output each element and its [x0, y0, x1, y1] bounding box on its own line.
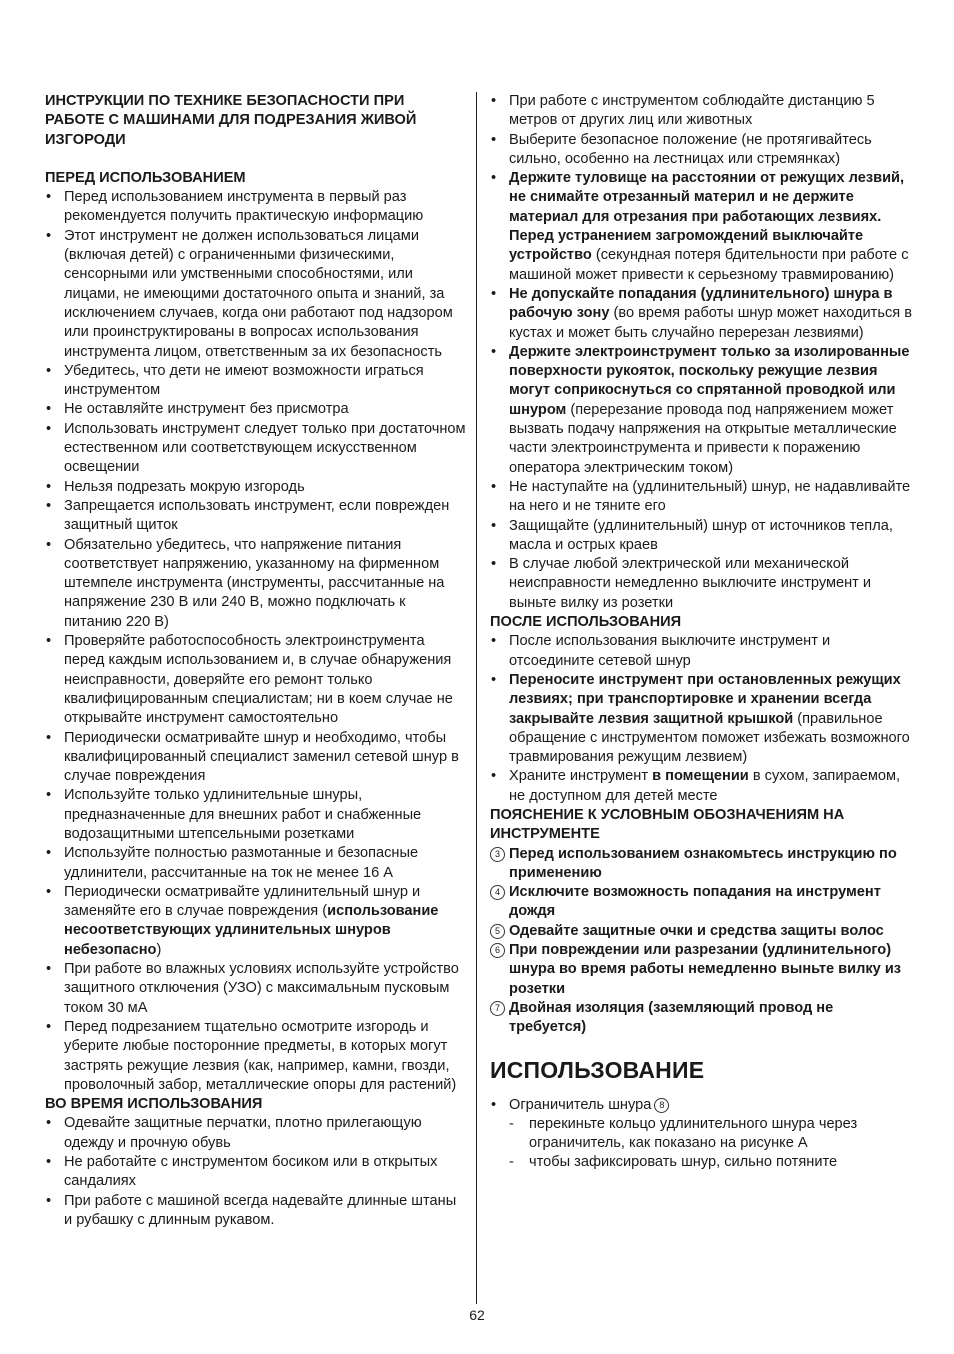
- safety-title: ИНСТРУКЦИИ ПО ТЕХНИКЕ БЕЗОПАСНОСТИ ПРИ РАБОТЕ С МАШИНАМИ ДЛЯ ПОДРЕЗАНИЯ ЖИВОЙ ИЗГОРОДИ: [45, 93, 417, 148]
- list-item: • Одевайте защитные перчатки, плотно прилегающую одежду и прочную обувь: [45, 1114, 467, 1153]
- circled-number-icon: 3: [490, 847, 505, 862]
- symbol-item: [490, 999, 914, 1038]
- list-item: • Используйте полностью размотанные и безопасные удлинители, рассчитанные на ток не менее 16 А: [45, 844, 467, 883]
- grip-note: (перерезание провода под напряжением может вызвать подачу напряжения на открытые металлические части электроинструмента и привести к поражению оператора электрическим током): [509, 401, 897, 476]
- after-use-heading: ПОСЛЕ ИСПОЛЬЗОВАНИЯ: [490, 614, 682, 631]
- cord-warning: Не допускайте попадания (удлинительного) шнура в рабочую зону: [509, 285, 893, 322]
- circled-number-icon: 4: [490, 885, 505, 900]
- symbol-text: Одевайте защитные очки и средства защиты волос: [509, 922, 884, 939]
- grip-warning: Держите электроинструмент только за изолированные поверхности рукояток, поскольку режущие лезвия могут соприкоснуться со спрятанной проводкой или шнуром: [509, 343, 910, 418]
- list-item: • Этот инструмент не должен использоваться лицами (включая детей) с ограниченными физическими, сенсорными или умственными способностями, или лицами, не имеющими достаточного опыта и знаний, за исключением случаев, когда они работают под надзором или проинструктированы в вопросах использования инструмента лицом, ответственным за их безопасность: [45, 227, 467, 362]
- page-number: 62: [469, 1307, 485, 1323]
- list-item-torso: [490, 169, 914, 285]
- ext-cord-warning: использование несоответствующих удлинительных шнуров небезопасно: [64, 903, 439, 958]
- store-text-b: в сухом, запираемом, не доступном для детей месте: [509, 768, 901, 804]
- list-item: • Перед подрезанием тщательно осмотрите изгородь и уберите любые посторонние предметы, в которых могут застрять режущие лезвия (как, например, камни, гвозди, проволочный забор, металлические опоры для растений): [45, 1018, 467, 1095]
- list-item-grip: [490, 343, 914, 478]
- list-item: • Не наступайте на (удлинительный) шнур, не надавливайте на него и не тяните его: [490, 478, 914, 517]
- list-item: • Выберите безопасное положение (не протягивайтесь сильно, особенно на лестницах или стремянках): [490, 131, 914, 170]
- list-item: • Убедитесь, что дети не имеют возможности играться инструментом: [45, 362, 467, 401]
- circled-number-icon: 5: [490, 924, 505, 939]
- symbol-text: Исключите возможность попадания на инструмент дождя: [509, 884, 881, 920]
- ext-cord-end: ): [156, 941, 162, 958]
- list-item: • При работе с инструментом соблюдайте дистанцию 5 метров от других лиц или животных: [490, 92, 914, 131]
- list-item: • Запрещается использовать инструмент, если поврежден защитный щиток: [45, 497, 467, 536]
- before-use-heading: ПЕРЕД ИСПОЛЬЗОВАНИЕМ: [45, 169, 246, 186]
- symbol-item: [490, 941, 914, 999]
- list-item: • При работе во влажных условиях используйте устройство защитного отключения (УЗО) с максимальным пусковым током 30 мА: [45, 960, 467, 1018]
- circled-number-icon: 8: [654, 1098, 669, 1113]
- list-item-storage: [490, 767, 914, 806]
- list-item-extension-cord: [45, 883, 467, 960]
- symbol-text: Двойная изоляция (заземляющий провод не требуется): [509, 999, 834, 1036]
- circled-number-icon: 7: [490, 1001, 505, 1016]
- list-item: • Проверяйте работоспособность электроинструмента перед каждым использованием и, в случае обнаружения неисправности, доверяйте его ремонт только квалифицированным специалистам; ни в коем случае не открывайте инструмент самостоятельно: [45, 632, 467, 728]
- symbol-item: [490, 883, 914, 922]
- right-column: [490, 92, 914, 1173]
- list-item: • Обязательно убедитесь, что напряжение питания соответствует напряжению, указанному на фирменном штемпеле инструмента (инструменты, рассчитанные на напряжение 230 В или 240 В, можно подключать к питанию 220 В): [45, 536, 467, 632]
- list-item: • Периодически осматривайте шнур и необходимо, чтобы квалифицированный специалист заменил сетевой шнур в случае повреждения: [45, 729, 467, 787]
- store-bold: в помещении: [652, 768, 749, 785]
- ext-cord-text: Периодически осматривайте удлинительный шнур и заменяйте его в случае повреждения (: [64, 883, 421, 920]
- symbol-text: Перед использованием ознакомьтесь инструкцию по применению: [509, 845, 897, 881]
- list-item: • Перед использованием инструмента в первый раз рекомендуется получить практическую информацию: [45, 188, 467, 227]
- symbol-text: При повреждении или разрезании (удлинительного) шнура во время работы немедленно выньте вилку из розетки: [509, 942, 902, 997]
- list-item: • Используйте только удлинительные шнуры, предназначенные для внешних работ и снабженные водозащитными штепсельными розетками: [45, 786, 467, 844]
- list-item: • Использовать инструмент следует только при достаточном естественном или соответствующем искусственном освещении: [45, 420, 467, 478]
- transport-note: (правильное обращение с инструментом поможет избежать возможного травмирования режущим лезвием): [509, 710, 910, 766]
- dash-item: - перекиньте кольцо удлинительного шнура через ограничитель, как показано на рисунке A: [490, 1115, 914, 1154]
- list-item: • При работе с машиной всегда надевайте длинные штаны и рубашку с длинным рукавом.: [45, 1192, 467, 1231]
- symbol-item: [490, 922, 914, 941]
- usage-item-text: Ограничитель шнура: [509, 1096, 652, 1113]
- symbol-item: [490, 845, 914, 884]
- list-item-cord-restrainer: [490, 1096, 914, 1115]
- symbols-heading: ПОЯСНЕНИЕ К УСЛОВНЫМ ОБОЗНАЧЕНИЯМ НА ИНСТРУМЕНТЕ: [490, 806, 845, 843]
- store-text-a: Храните инструмент: [509, 768, 653, 785]
- usage-title: ИСПОЛЬЗОВАНИЕ: [490, 1056, 705, 1083]
- left-column: [45, 92, 467, 1230]
- torso-note: (секундная потеря бдительности при работе с машиной может привести к серьезному травмированию): [509, 247, 909, 283]
- list-item: • Не работайте с инструментом босиком или в открытых сандалиях: [45, 1153, 467, 1192]
- dash-item: - чтобы зафиксировать шнур, сильно потяните: [490, 1153, 914, 1172]
- torso-warning: Держите туловище на расстоянии от режущих лезвий, не снимайте отрезанный материл и не держите материал для отрезания при работающих лезвиях. Перед устранением загромождений выключайте устройство: [509, 170, 905, 264]
- column-divider: [476, 92, 477, 1304]
- list-item: • Защищайте (удлинительный) шнур от источников тепла, масла и острых краев: [490, 517, 914, 556]
- list-item: • Нельзя подрезать мокрую изгородь: [45, 478, 467, 497]
- list-item-transport: [490, 671, 914, 767]
- list-item-cord: [490, 285, 914, 343]
- transport-warning: Переносите инструмент при остановленных режущих лезвиях; при транспортировке и хранении всегда закрывайте лезвия защитной крышкой: [509, 671, 901, 727]
- list-item: • Не оставляйте инструмент без присмотра: [45, 400, 467, 419]
- circled-number-icon: 6: [490, 943, 505, 958]
- list-item: • После использования выключите инструмент и отсоедините сетевой шнур: [490, 632, 914, 671]
- cord-note: (во время работы шнур может находиться в кустах и может быть случайно перерезан лезвиями): [509, 305, 912, 341]
- list-item: • В случае любой электрической или механической неисправности немедленно выключите инструмент и выньте вилку из розетки: [490, 555, 914, 613]
- during-use-heading: ВО ВРЕМЯ ИСПОЛЬЗОВАНИЯ: [45, 1096, 263, 1113]
